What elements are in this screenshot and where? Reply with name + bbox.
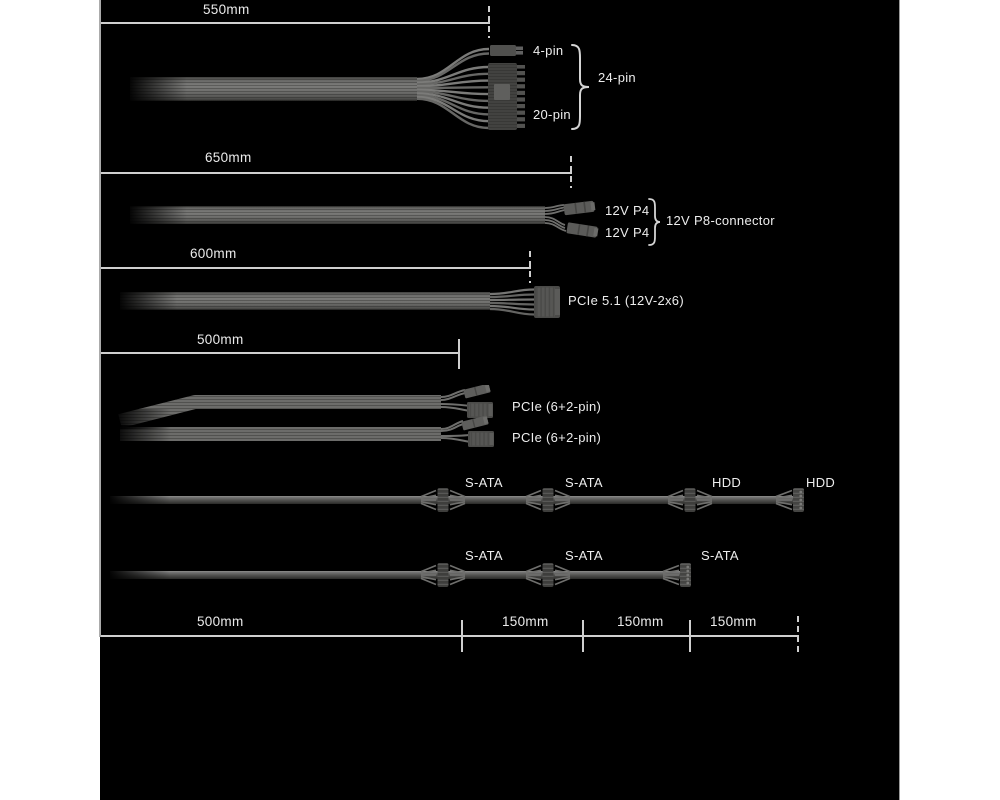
scale-label-500: 500mm <box>197 614 244 629</box>
scale-line <box>100 635 799 637</box>
pcie-6pin-connector-bottom <box>468 431 494 447</box>
label-r1-sata-1: S-ATA <box>465 475 503 490</box>
label-pcie51: PCIe 5.1 (12V-2x6) <box>568 293 684 308</box>
pcie-6pin-connector-top <box>467 402 493 418</box>
length-label-1: 550mm <box>203 2 250 17</box>
label-r1-sata-2: S-ATA <box>565 475 603 490</box>
measure-line-3 <box>100 267 531 269</box>
label-r1-hdd-1: HDD <box>712 475 742 490</box>
label-20pin: 20-pin <box>533 107 571 122</box>
scale-tick-2 <box>582 620 584 652</box>
diagram-panel <box>100 0 900 800</box>
label-12v-p4-bottom: 12V P4 <box>605 225 650 240</box>
pcie-2pin-connector-top <box>463 385 490 399</box>
atx-20pin-connector <box>488 63 525 130</box>
sata-connector-1 <box>421 488 465 512</box>
label-r2-sata-2: S-ATA <box>565 548 603 563</box>
label-4pin: 4-pin <box>533 43 564 58</box>
label-r2-sata-1: S-ATA <box>465 548 503 563</box>
measure-line-2 <box>100 172 572 174</box>
pcie51-cable-graphic <box>105 280 585 326</box>
label-12v-p8: 12V P8-connector <box>666 213 775 228</box>
measure-tick-1 <box>488 6 490 38</box>
length-label-4: 500mm <box>197 332 244 347</box>
hdd-connector-1 <box>668 488 712 512</box>
label-12v-p4-top: 12V P4 <box>605 203 650 218</box>
brace-24pin-icon <box>570 42 590 132</box>
atx-4pin-connector <box>490 45 523 56</box>
measure-line-1 <box>100 22 490 24</box>
label-r2-sata-3: S-ATA <box>701 548 739 563</box>
scale-tick-end <box>797 616 799 656</box>
measure-baseline <box>99 0 101 637</box>
length-label-3: 600mm <box>190 246 237 261</box>
scale-tick-3 <box>689 620 691 652</box>
brace-12v-icon <box>647 197 661 247</box>
pcie51-connector <box>534 286 560 318</box>
sata-connector-2 <box>526 488 570 512</box>
sata2-connector-2 <box>526 563 570 587</box>
measure-tick-3 <box>529 251 531 283</box>
measure-line-4 <box>100 352 460 354</box>
p4-connector-top <box>563 201 595 216</box>
measure-tick-2 <box>570 156 572 188</box>
label-r1-hdd-2: HDD <box>806 475 836 490</box>
scale-label-150-2: 150mm <box>617 614 664 629</box>
measure-tick-4 <box>458 339 460 369</box>
scale-tick-1 <box>461 620 463 652</box>
sata2-connector-1 <box>421 563 465 587</box>
scale-label-150-3: 150mm <box>710 614 757 629</box>
sata2-connector-3 <box>663 563 691 587</box>
pcie-duo-cable-graphic <box>105 385 605 460</box>
hdd-connector-2 <box>776 488 804 512</box>
label-24pin: 24-pin <box>598 70 636 85</box>
scale-label-150-1: 150mm <box>502 614 549 629</box>
length-label-2: 650mm <box>205 150 252 165</box>
label-pcie-bottom: PCIe (6+2-pin) <box>512 430 602 445</box>
label-pcie-top: PCIe (6+2-pin) <box>512 399 602 414</box>
cpu-12v-cable-graphic <box>105 195 605 247</box>
p4-connector-bottom <box>566 222 598 238</box>
atx-24pin-cable-graphic <box>105 38 550 136</box>
